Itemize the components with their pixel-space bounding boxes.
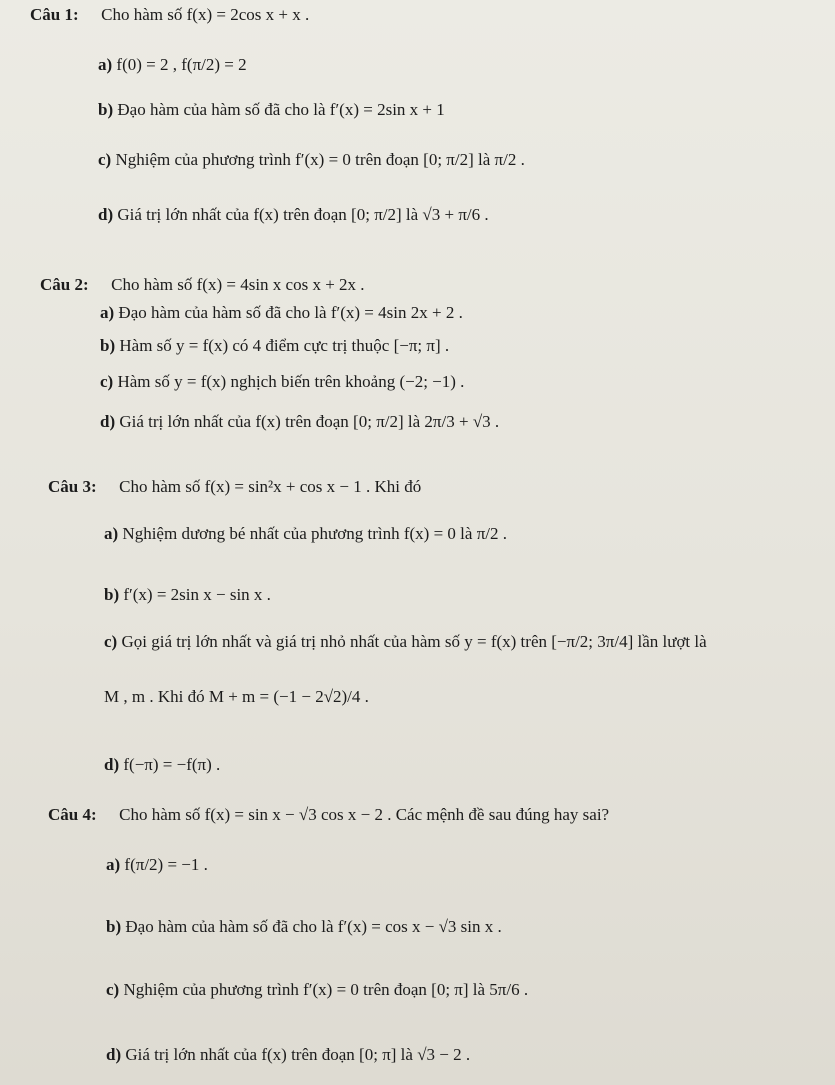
question-label: Câu 2: <box>40 275 89 294</box>
item-text: Giá trị lớn nhất của f(x) trên đoạn [0; π/2] là √3 + π/6 . <box>117 205 489 224</box>
item-label: a) <box>98 55 113 74</box>
item-label: c) <box>98 150 112 169</box>
question-2-item-c <box>100 372 464 392</box>
question-3-item-b <box>104 585 271 605</box>
question-stem: Cho hàm số f(x) = 2cos x + x . <box>101 5 310 24</box>
question-4-item-d <box>106 1045 470 1065</box>
item-label: c) <box>100 372 114 391</box>
item-text: Giá trị lớn nhất của f(x) trên đoạn [0; π] là √3 − 2 . <box>125 1045 471 1064</box>
item-label: b) <box>100 336 116 355</box>
question-4-item-c <box>106 980 528 1000</box>
item-text: Hàm số y = f(x) có 4 điểm cực trị thuộc [−π; π] . <box>119 336 450 355</box>
question-2-item-a <box>100 303 463 323</box>
item-label: c) <box>106 980 120 999</box>
question-label: Câu 4: <box>48 805 97 824</box>
item-text: f′(x) = 2sin x − sin x . <box>123 585 271 604</box>
question-1-item-d <box>98 205 489 225</box>
item-label: d) <box>104 755 120 774</box>
question-label: Câu 3: <box>48 477 97 496</box>
item-label: c) <box>104 632 118 651</box>
item-text: Nghiệm của phương trình f′(x) = 0 trên đoạn [0; π/2] là π/2 . <box>115 150 525 169</box>
question-1-item-a <box>98 55 247 75</box>
item-text: Đạo hàm của hàm số đã cho là f′(x) = 4sin 2x + 2 . <box>118 303 463 322</box>
item-text: Nghiệm của phương trình f′(x) = 0 trên đoạn [0; π] là 5π/6 . <box>123 980 529 999</box>
item-label: d) <box>98 205 114 224</box>
item-label: a) <box>104 524 119 543</box>
question-3-item-d <box>104 755 220 775</box>
item-text: Hàm số y = f(x) nghịch biến trên khoảng (−2; −1) . <box>117 372 465 391</box>
item-text: Đạo hàm của hàm số đã cho là f′(x) = cos x − √3 sin x . <box>125 917 502 936</box>
question-2-item-d <box>100 412 499 432</box>
question-4 <box>48 805 609 825</box>
question-1-item-b <box>98 100 445 120</box>
item-text: M , m . Khi đó M + m = (−1 − 2√2)/4 . <box>104 687 369 706</box>
item-label: d) <box>106 1045 122 1064</box>
item-label: a) <box>106 855 121 874</box>
item-text: f(−π) = −f(π) . <box>123 755 221 774</box>
question-stem: Cho hàm số f(x) = sin x − √3 cos x − 2 . Các mệnh đề sau đúng hay sai? <box>119 805 610 824</box>
item-text: Nghiệm dương bé nhất của phương trình f(x) = 0 là π/2 . <box>122 524 508 543</box>
item-text: Gọi giá trị lớn nhất và giá trị nhỏ nhất của hàm số y = f(x) trên [−π/2; 3π/4] lần lượt là <box>121 632 707 651</box>
item-text: f(0) = 2 , f(π/2) = 2 <box>116 55 247 74</box>
question-stem: Cho hàm số f(x) = sin²x + cos x − 1 . Khi đó <box>119 477 422 496</box>
question-3 <box>48 477 421 497</box>
question-4-item-b <box>106 917 502 937</box>
item-text: Giá trị lớn nhất của f(x) trên đoạn [0; π/2] là 2π/3 + √3 . <box>119 412 500 431</box>
question-label: Câu 1: <box>30 5 79 24</box>
item-label: b) <box>104 585 120 604</box>
item-text: f(π/2) = −1 . <box>124 855 208 874</box>
question-1 <box>30 5 309 25</box>
question-3-item-c <box>104 632 707 652</box>
question-4-item-a <box>106 855 208 875</box>
item-label: b) <box>106 917 122 936</box>
item-text: Đạo hàm của hàm số đã cho là f′(x) = 2sin x + 1 <box>117 100 445 119</box>
question-3-item-c-cont <box>104 687 369 707</box>
question-2-item-b <box>100 336 449 356</box>
question-1-item-c <box>98 150 525 170</box>
question-3-item-a <box>104 524 507 544</box>
item-label: b) <box>98 100 114 119</box>
question-2 <box>40 275 365 295</box>
item-label: d) <box>100 412 116 431</box>
item-label: a) <box>100 303 115 322</box>
question-stem: Cho hàm số f(x) = 4sin x cos x + 2x . <box>111 275 365 294</box>
